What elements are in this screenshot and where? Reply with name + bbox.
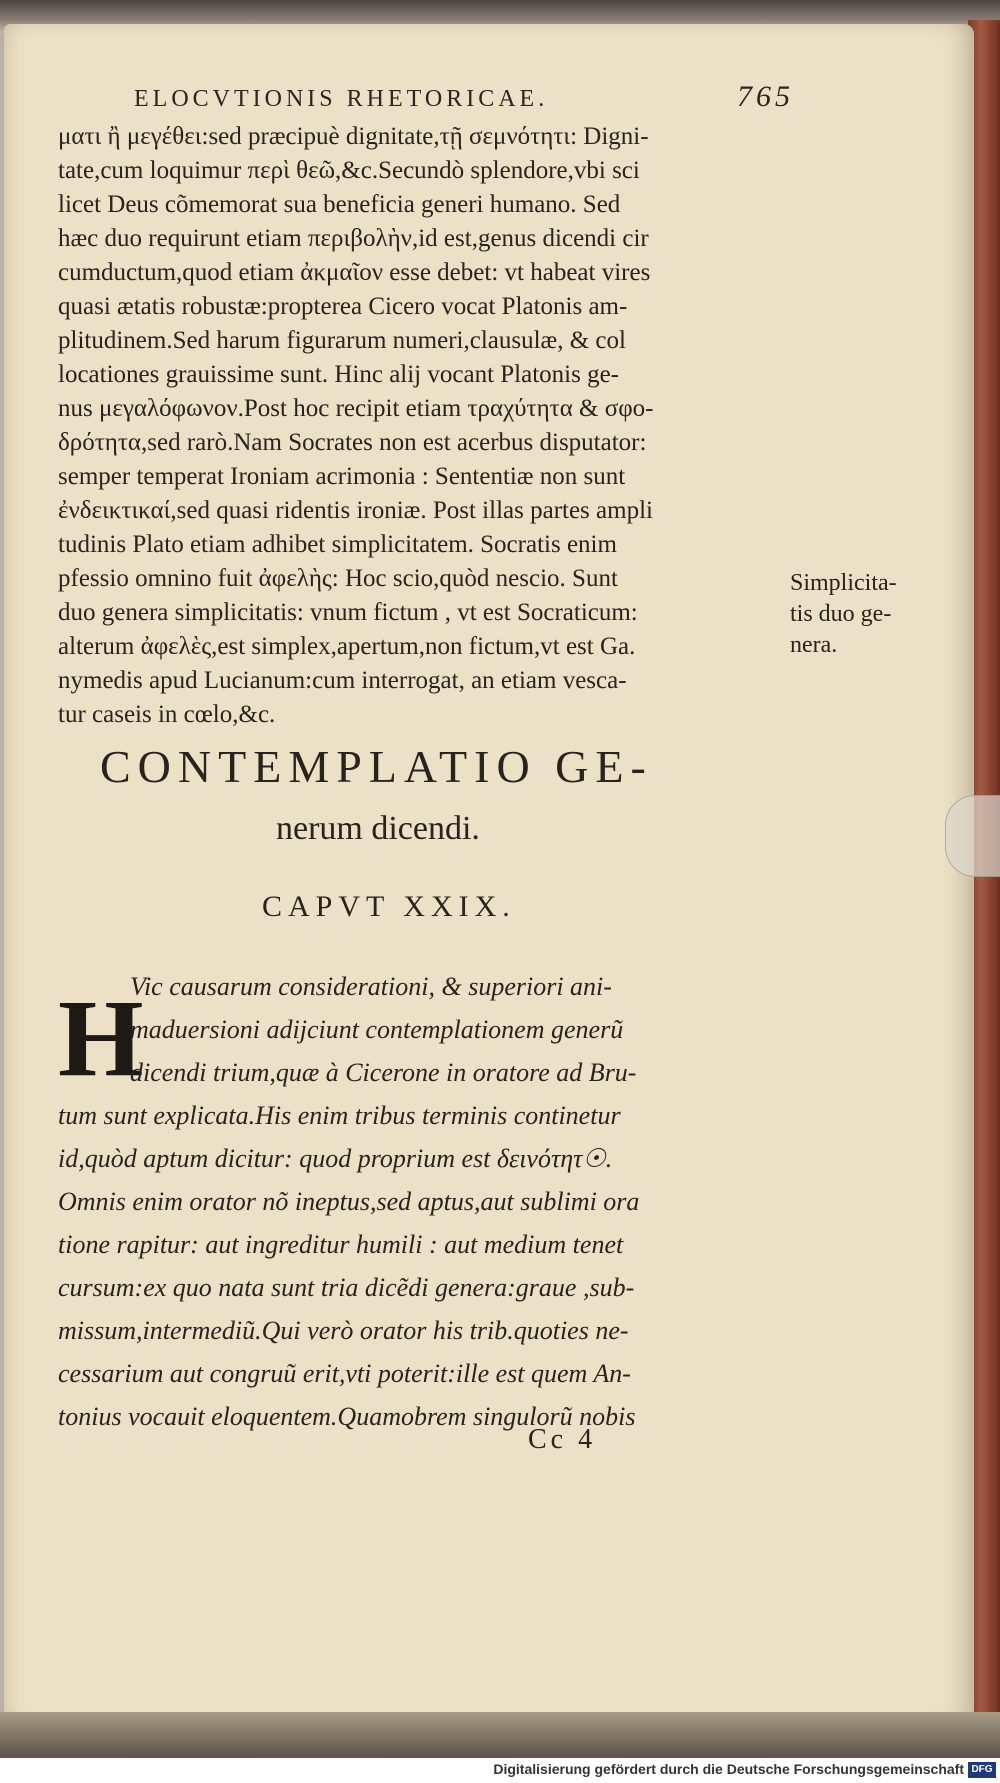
body-paragraph: [58, 120, 780, 732]
marginal-note-line: tis duo ge-: [790, 601, 892, 627]
chapter-text: [58, 965, 780, 1438]
section-heading: CONTEMPLATIO GE-: [100, 741, 653, 792]
text-line: cumductum,quod etiam ἀκμαῖον esse debet: vt habeat vires: [58, 259, 651, 286]
text-line: hæc duo requirunt etiam περιβολὴν,id est,genus dicendi cir: [58, 225, 649, 252]
text-line: cursum:ex quo nata sunt tria dicẽdi genera:graue ,sub-: [58, 1273, 635, 1302]
text-line: nus μεγαλόφωνον.Post hoc recipit etiam τραχύτητα & σφο-: [58, 395, 654, 422]
text-line: missum,intermediũ.Qui verò orator his trib.quoties ne-: [58, 1316, 629, 1345]
page-clip: [945, 795, 1000, 877]
text-line: δρότητα,sed rarò.Nam Socrates non est acerbus disputator:: [58, 429, 647, 456]
text-line: ματι ἢ μεγέθει:sed præcipuè dignitate,τῇ σεμνότητι: Digni-: [58, 123, 649, 150]
text-line: licet Deus cõmemorat sua beneficia generi humano. Sed: [58, 191, 621, 218]
drop-cap-initial: H: [58, 977, 144, 1099]
text-line: pfessio omnino fuit ἀφελὴς: Hoc scio,quòd nescio. Sunt: [58, 565, 618, 592]
text-line: tate,cum loquimur περὶ θεῶ,&c.Secundò splendore,vbi sci: [58, 157, 640, 184]
page-number: 765: [737, 80, 794, 113]
marginal-note-line: nera.: [790, 632, 838, 658]
text-line: duo genera simplicitatis: vnum fictum , vt est Socraticum:: [58, 599, 638, 626]
chapter-number: CAPVT XXIX.: [262, 890, 516, 923]
text-line: tur caseis in cœlo,&c.: [58, 701, 276, 728]
text-line: Vic causarum considerationi, & superiori ani-: [130, 972, 612, 1001]
text-line: tum sunt explicata.His enim tribus terminis continetur: [58, 1101, 621, 1130]
text-line: dicendi trium,quæ à Cicerone in oratore ad Bru-: [130, 1058, 637, 1087]
dfg-logo-icon: DFG: [968, 1762, 996, 1778]
text-line: cessarium aut congruũ erit,vti poterit:ille est quem An-: [58, 1359, 631, 1388]
text-line: tione rapitur: aut ingreditur humili : aut medium tenet: [58, 1230, 624, 1259]
text-line: Omnis enim orator nõ ineptus,sed aptus,aut sublimi ora: [58, 1187, 640, 1216]
book-bottom-edge: [0, 1712, 1000, 1758]
marginal-note: [790, 568, 920, 661]
text-line: plitudinem.Sed harum figurarum numeri,clausulæ, & col: [58, 327, 626, 354]
section-subheading: nerum dicendi.: [276, 810, 480, 847]
text-line: id,quòd aptum dicitur: quod proprium est δεινότητ☉.: [58, 1144, 613, 1173]
text-line: nymedis apud Lucianum:cum interrogat, an etiam vesca-: [58, 667, 627, 694]
text-line: maduersioni adijciunt contemplationem generũ: [130, 1015, 624, 1044]
signature-mark: Cc 4: [528, 1424, 597, 1455]
text-line: quasi ætatis robustæ:propterea Cicero vocat Platonis am-: [58, 293, 628, 320]
text-line: tudinis Plato etiam adhibet simplicitatem. Socratis enim: [58, 531, 617, 558]
text-line: semper temperat Ironiam acrimonia : Sententiæ non sunt: [58, 463, 626, 490]
text-line: ἐνδεικτικαί,sed quasi ridentis ironiæ. Post illas partes ampli: [58, 497, 653, 524]
text-line: tonius vocauit eloquentem.Quamobrem singulorũ nobis: [58, 1402, 636, 1431]
marginal-note-line: Simplicita-: [790, 570, 897, 596]
text-line: alterum ἀφελὲς,est simplex,apertum,non fictum,vt est Ga.: [58, 633, 636, 660]
digitization-footer: [0, 1758, 1000, 1783]
running-head-title: ELOCVTIONIS RHETORICAE.: [134, 86, 549, 112]
running-head: [134, 80, 794, 120]
text-line: locationes grauissime sunt. Hinc alij vocant Platonis ge-: [58, 361, 619, 388]
footer-credit: Digitalisierung gefördert durch die Deutsche Forschungsgemeinschaft: [493, 1761, 964, 1777]
